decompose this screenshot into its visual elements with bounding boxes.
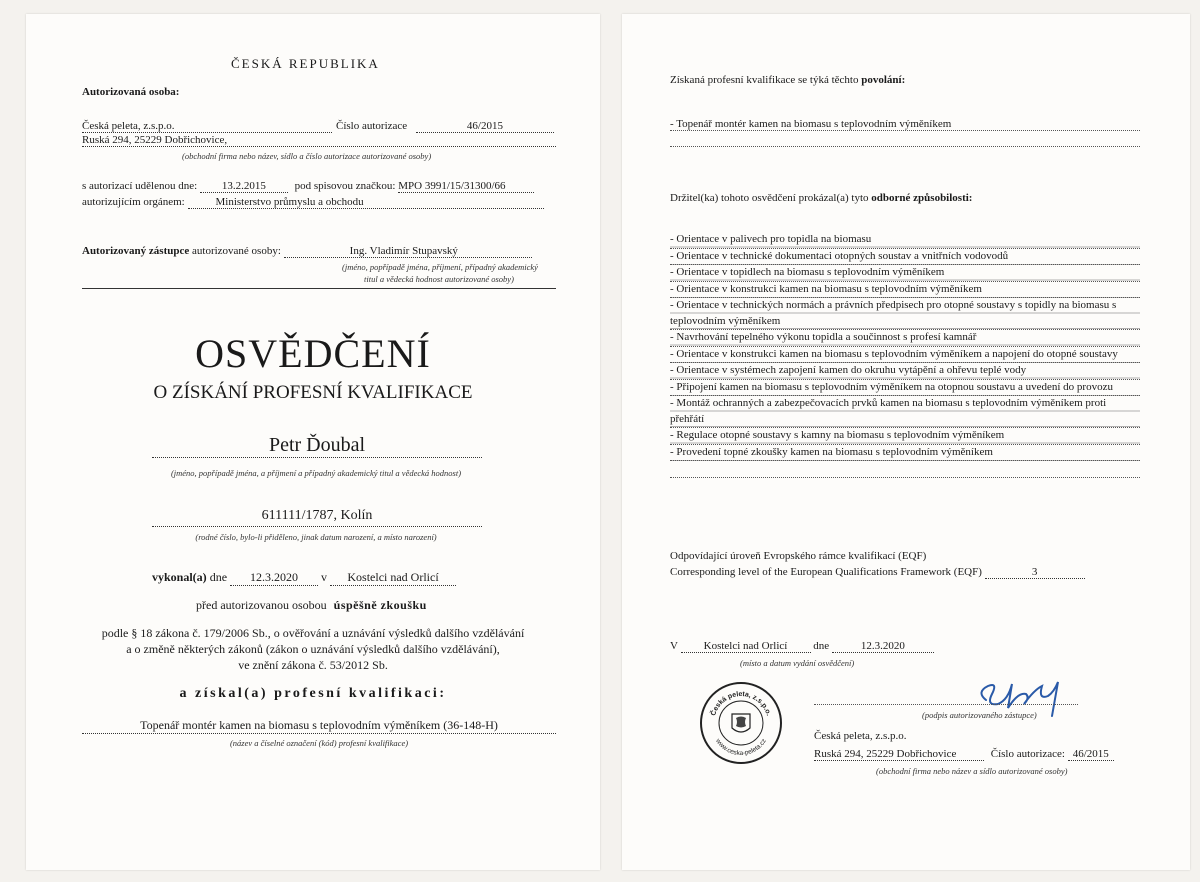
before-text: před autorizovanou osobou: [196, 598, 327, 612]
skill-item: - Orientace v technických normách a právních předpisech pro otopné soustavy s topidly na biomasu s teplovodním výměníkem: [670, 298, 1140, 330]
auth-number-line: [336, 120, 554, 133]
law-line-3: ve znění zákona č. 53/2012 Sb.: [238, 658, 388, 672]
eqf-line-1: Odpovídající úroveň Evropského rámce kvalifikací (EQF): [670, 550, 927, 562]
skills-list: [670, 232, 1140, 478]
holder-name: Petr Ďoubal: [152, 434, 482, 458]
certificate-front-page: [26, 14, 600, 870]
footer-address: Ruská 294, 25229 Dobřichovice: [814, 748, 984, 761]
representative-line: [82, 245, 532, 258]
skill-item: - Orientace v technické dokumentaci otopných soustav a vnitřních vodovodů: [670, 249, 1140, 266]
lion-emblem-icon: [732, 714, 750, 732]
skill-item: - Navrhování tepelného výkonu topidla a součinnost s profesí kamnář: [670, 330, 1140, 347]
skill-item: - Regulace otopné soustavy s kamny na biomasu s teplovodním výměníkem: [670, 428, 1140, 445]
file-label: pod spisovou značkou:: [294, 180, 396, 192]
birth-info: 611111/1787, Kolín: [152, 508, 482, 527]
issue-date: 12.3.2020: [832, 640, 934, 653]
stamp-graphic: [702, 684, 780, 762]
auth-number-label: Číslo autorizace: [336, 120, 408, 132]
authority: Ministerstvo průmyslu a obchodu: [188, 196, 544, 209]
qualification-note: (název a číselné označení (kód) profesní kvalifikace): [229, 738, 409, 748]
footer-note: (obchodní firma nebo název a sídlo autorizované osoby): [876, 766, 1068, 776]
eqf-line-2-row: [670, 566, 1085, 579]
organization-stamp: [700, 682, 782, 764]
issue-day-label: dne: [813, 640, 830, 652]
skill-item: - Orientace v palivech pro topidla na biomasu: [670, 232, 1140, 249]
profession: - Topenář montér kamen na biomasu s teplovodním výměníkem: [670, 118, 1140, 131]
professions-label-bold: povolání:: [861, 74, 906, 86]
firm-name-line: [82, 120, 332, 133]
skill-item: - Montáž ochranných a zabezpečovacích prvků kamen na biomasu s teplovodním výměníkem proti přehřátí: [670, 396, 1140, 428]
completed-day-label: dne: [209, 570, 228, 584]
skill-item: - Orientace v konstrukci kamen na biomasu s teplovodním výměníkem a napojení do otopné soustavy: [670, 347, 1140, 364]
granted-line: [82, 180, 534, 193]
signature-note: (podpis autorizovaného zástupce): [922, 710, 1037, 720]
skill-item: - Připojení kamen na biomasu s teplovodním výměníkem na otopnou soustavu a uvedení do provozu: [670, 380, 1140, 397]
eqf-line-2: Corresponding level of the European Qualifications Framework (EQF): [670, 566, 982, 578]
completed-date: 12.3.2020: [230, 570, 318, 586]
stamp-top-text: Česká peleta, z.s.p.o.: [710, 690, 772, 717]
professions-label: Získaná profesní kvalifikace se týká těchto: [670, 74, 859, 86]
issue-note: (místo a datum vydání osvědčení): [740, 658, 855, 668]
skills-label-bold: odborné způsobilosti:: [871, 192, 973, 204]
law-line-1: podle § 18 zákona č. 179/2006 Sb., o ověřování a uznávání výsledků dalšího vzdělávání: [101, 626, 525, 640]
representative-label: autorizované osoby:: [192, 245, 281, 257]
footer-address-line: [814, 748, 1114, 761]
representative: Ing. Vladimír Stupavský: [284, 245, 532, 258]
skills-label: Držitel(ka) tohoto osvědčení prokázal(a) tyto: [670, 192, 869, 204]
exam-line: [196, 598, 427, 613]
stamp-bottom-text: www.ceska-peleta.cz: [714, 737, 768, 758]
firm-address-line: [82, 134, 556, 147]
signature-line: [814, 704, 1078, 705]
certificate-back-page: [622, 14, 1190, 870]
representative-label-bold: Autorizovaný zástupce: [82, 245, 190, 257]
skill-item: - Orientace v systémech zapojení kamen do okruhu vytápění a ohřevu teplé vody: [670, 363, 1140, 380]
authorized-person-label: Autorizovaná osoba:: [82, 86, 180, 98]
skills-empty-line: [670, 461, 1140, 478]
skill-item: - Orientace v konstrukci kamen na biomasu s teplovodním výměníkem: [670, 282, 1140, 299]
acquired-text: a získal(a) profesní kvalifikaci:: [179, 686, 447, 701]
qualification: Topenář montér kamen na biomasu s teplovodním výměníkem (36-148-H): [82, 718, 556, 734]
completed-label: vykonal(a): [152, 570, 207, 584]
skill-item: - Provedení topné zkoušky kamen na biomasu s teplovodním výměníkem: [670, 445, 1140, 462]
birth-note: (rodné číslo, bylo-li přiděleno, jinak datum narození, a místo narození): [195, 532, 437, 542]
granted-label: s autorizací udělenou dne:: [82, 180, 198, 192]
issue-line: [670, 640, 934, 653]
issue-place: Kostelci nad Orlicí: [681, 640, 811, 653]
footer-firm: Česká peleta, z.s.p.o.: [814, 730, 907, 742]
place-prefix: V: [670, 640, 678, 652]
certificate-title: OSVĚDČENÍ: [195, 331, 431, 376]
completed-line: [152, 570, 456, 586]
firm-note: (obchodní firma nebo název, sídlo a číslo autorizace autorizované osoby): [182, 151, 432, 161]
certificate-subtitle: O ZÍSKÁNÍ PROFESNÍ KVALIFIKACE: [153, 382, 473, 403]
eqf-level: 3: [985, 566, 1085, 579]
header-divider: [82, 288, 556, 289]
professions-label-line: [670, 74, 905, 86]
profession-empty-line: [670, 146, 1140, 147]
representative-note-2: titul a vědecká hodnost autorizované osoby): [364, 274, 514, 284]
skill-item: - Orientace v topidlech na biomasu s teplovodním výměníkem: [670, 265, 1140, 282]
auth-number: 46/2015: [416, 120, 554, 133]
completed-in-label: v: [321, 570, 328, 584]
completed-place: Kostelci nad Orlicí: [330, 570, 456, 586]
skills-label-line: [670, 192, 972, 204]
law-line-2: a o změně některých zákonů (zákon o uznávání výsledků dalšího vzdělávání),: [126, 642, 500, 656]
footer-auth-number: 46/2015: [1068, 748, 1114, 761]
svg-text:Česká peleta, z.s.p.o.: [708, 691, 772, 717]
exam-text: úspěšně zkoušku: [333, 598, 427, 612]
footer-auth-label: Číslo autorizace:: [990, 748, 1065, 760]
firm-name: Česká peleta, z.s.p.o.: [82, 120, 332, 133]
holder-note: (jméno, popřípadě jména, a příjmení a případný akademický titul a vědecká hodnost): [170, 468, 462, 478]
authority-label: autorizujícím orgánem:: [82, 196, 185, 208]
granted-date: 13.2.2015: [200, 180, 288, 193]
svg-text:www.ceska-peleta.cz: [714, 737, 768, 757]
authority-line: [82, 196, 544, 209]
file-number: MPO 3991/15/31300/66: [398, 180, 534, 193]
country-heading: ČESKÁ REPUBLIKA: [231, 56, 380, 71]
firm-address: Ruská 294, 25229 Dobřichovice,: [82, 134, 556, 147]
representative-note-1: (jméno, popřípadě jména, příjmení, případný akademický: [342, 262, 538, 272]
